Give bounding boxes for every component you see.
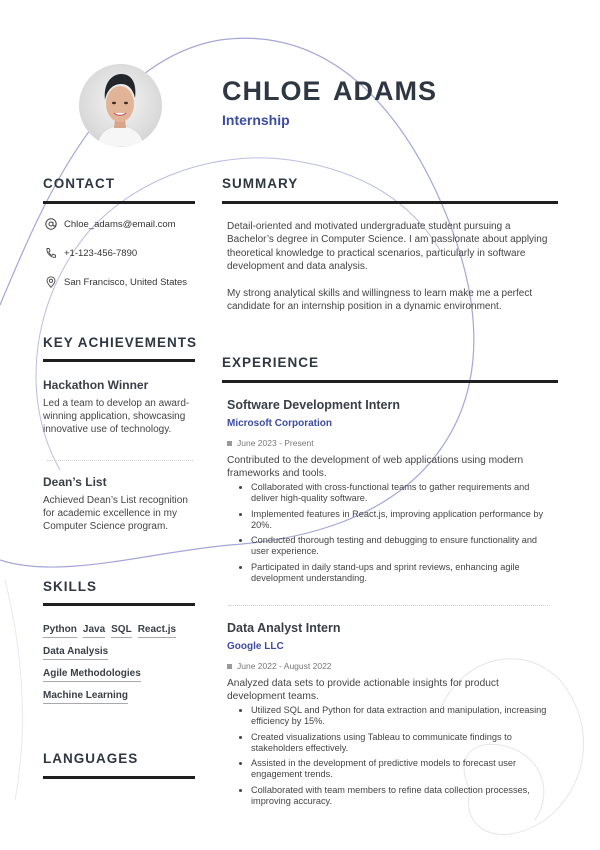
job-separator [228,605,550,606]
languages-heading: LANGUAGES [43,751,139,766]
summary-paragraph: Detail-oriented and motivated undergraduate student pursuing a Bachelor’s degree in Computer Science. I am passionate about applying theoretical knowledge to practical scenarios, particularly in software development and data analysis. [227,221,548,273]
achievement-description: Led a team to develop an award-winning application, showcasing innovative use of technology. [43,398,190,435]
achievement-title: Dean’s List [43,475,107,489]
contact-phone[interactable] [45,247,137,259]
job-dates [227,661,557,671]
achievement-title: Hackathon Winner [43,378,149,392]
candidate-role: Internship [222,112,290,128]
deco-curve-left [5,580,22,800]
skill-tag: Python [43,624,77,638]
contact-divider [43,201,195,204]
company-name: Google LLC [227,641,284,652]
contact-email[interactable] [45,218,176,230]
skill-tag: Agile Methodologies [43,668,141,682]
job-bullet: • Collaborated with cross-functional teams to gather requirements and deliver high-quality software. [251,482,557,504]
job-bullets [227,705,557,807]
summary-paragraph: My strong analytical skills and willingness to learn make me a perfect candidate for an internship position in a dynamic environment. [227,287,533,313]
profile-photo [79,64,162,147]
contact-location [45,276,187,288]
skills-divider [43,603,195,606]
achievement-separator [47,460,193,461]
job-entry [227,621,557,811]
skill-tag: Machine Learning [43,690,128,704]
contact-heading: CONTACT [43,176,115,191]
achievements-divider [43,359,195,362]
phone-icon [45,247,57,259]
skill-tag: Java [83,624,105,638]
achievement-description: Achieved Dean’s List recognition for academic excellence in my Computer Science program. [43,495,188,532]
skills-heading: SKILLS [43,579,98,594]
job-bullets [227,482,557,584]
summary-text [227,220,557,326]
skill-tag: React.js [138,624,176,638]
job-title: Software Development Intern [227,398,400,412]
job-dates-text: June 2022 - August 2022 [237,661,332,671]
job-title: Data Analyst Intern [227,621,341,635]
job-bullet: • Created visualizations using Tableau to communicate findings to stakeholders effectively. [251,732,557,754]
experience-heading: EXPERIENCE [222,355,320,370]
company-name: Microsoft Corporation [227,418,332,429]
job-bullet: • Conducted thorough testing and debugging to ensure functionality and user experience. [251,535,557,557]
job-bullet: • Implemented features in React.js, improving application performance by 20%. [251,509,557,531]
location-text: San Francisco, United States [64,276,188,288]
job-dates-text: June 2023 - Present [237,438,314,448]
at-icon [45,218,57,230]
summary-divider [222,201,558,204]
achievements-heading: KEY ACHIEVEMENTS [43,335,198,350]
email-text: Chloe_adams@email.com [64,218,176,230]
job-description: Analyzed data sets to provide actionable insights for product development teams. [227,678,499,702]
job-bullet: • Utilized SQL and Python for data extraction and manipulation, increasing efficiency by 15%. [251,705,557,727]
job-entry [227,398,557,588]
job-bullet: • Participated in daily stand-ups and sprint reviews, enhancing agile development understanding. [251,562,557,584]
job-bullet: • Assisted in the development of predictive models to forecast user engagement trends. [251,758,557,780]
job-dates [227,438,557,448]
languages-divider [43,776,195,779]
job-bullet: • Collaborated with team members to refine data collection processes, improving accuracy. [251,785,557,807]
experience-divider [222,380,558,383]
phone-text: +1-123-456-7890 [64,247,138,259]
summary-heading: SUMMARY [222,176,299,191]
location-pin-icon [45,276,57,288]
skills-list [43,624,203,712]
calendar-icon [227,664,232,669]
candidate-name: CHLOE ADAMS [222,76,437,106]
calendar-icon [227,441,232,446]
skill-tag: SQL [111,624,132,638]
job-description: Contributed to the development of web applications using modern frameworks and tools. [227,455,524,479]
skill-tag: Data Analysis [43,646,108,660]
person-portrait-icon [79,64,162,147]
